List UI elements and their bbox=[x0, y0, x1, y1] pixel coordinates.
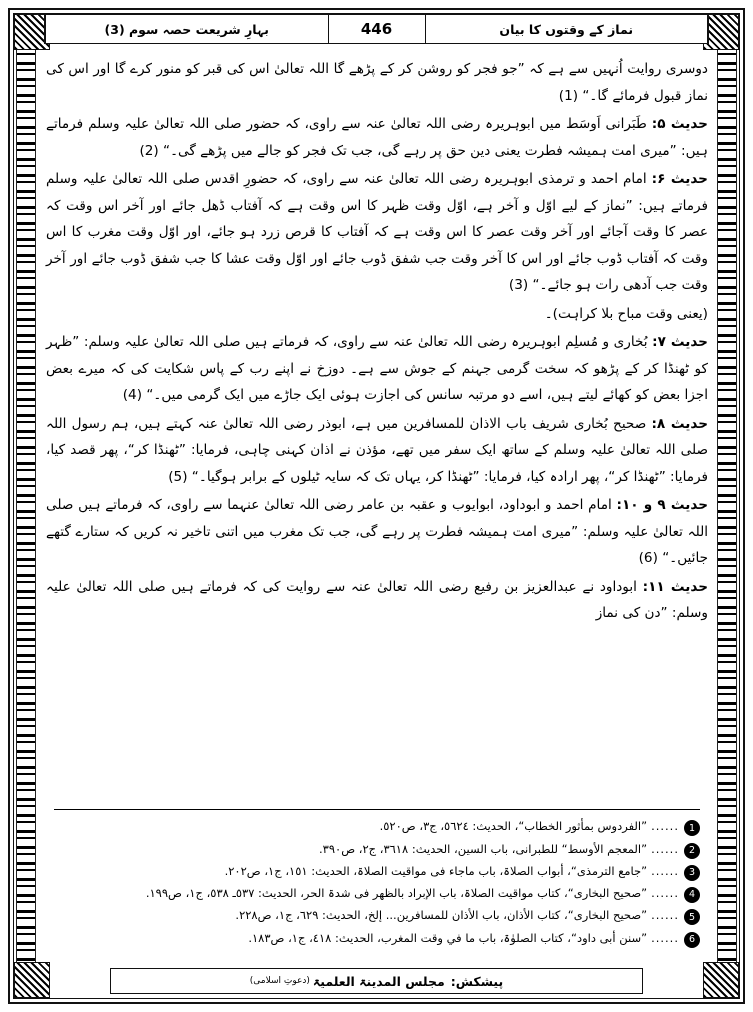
ornament-corner-bottom-left bbox=[14, 962, 50, 998]
hadith-6-label: حدیث ۶: bbox=[651, 171, 708, 187]
page-body bbox=[46, 56, 708, 756]
hadith-11-label: حدیث ۱۱: bbox=[642, 578, 708, 595]
footnote-text-6: ”سنن أبی داود“، کتاب الصلوٰۃ، باب ما في وقت المغرب، الحدیث: ٤١٨، ج١، ص١٨٣. bbox=[248, 930, 648, 945]
footnote-item bbox=[54, 928, 700, 949]
ornament-band-right bbox=[717, 46, 737, 966]
footnote-text-4: ”صحیح البخاری“، کتاب مواقیت الصلاۃ، باب الإبراد بالظهر فی شدۃ الحر، الحدیث: ٥٣٧ـ ٥٣٨، ج١، ص١٩٩. bbox=[145, 886, 648, 901]
footnote-item bbox=[54, 839, 700, 860]
footnote-text-5: ”صحیح البخاری“، کتاب الأذان، باب الأذان للمسافرین... إلخ، الحدیث: ٦٢٩، ج١، ص٢٢٨. bbox=[235, 908, 648, 923]
footnote-marker-3: 3 bbox=[684, 865, 700, 881]
footnote-item bbox=[54, 861, 700, 882]
footnote-leader: ...... bbox=[651, 930, 679, 945]
hadith-9-10-label: حدیث ۹ و ۱۰: bbox=[616, 497, 708, 513]
hadith-11 bbox=[46, 574, 708, 627]
footnote-text-1: ”الفردوس بمأثور الخطاب“، الحدیث: ٥٦٢٤، ج٣، ص٥٢٠. bbox=[379, 819, 648, 834]
page-number: 446 bbox=[360, 20, 393, 38]
footnote-item bbox=[54, 816, 700, 837]
ornament-corner-bottom-right bbox=[703, 962, 739, 998]
paragraph-intro: دوسری روایت اُنہیں سے ہے کہ ”جو فجر کو روشن کر کے پڑھے گا اللہ تعالیٰ اس کی قبر کو منور کرے گا اور اس کی نماز قبول فرمائے گا۔“ (1) bbox=[46, 61, 708, 104]
footer-publisher-sub: (دعوتِ اسلامی) bbox=[249, 976, 310, 986]
hadith-7-text: بُخاری و مُسلِم ابوہریرہ رضی اللہ تعالیٰ عنہ سے راوی، کہ فرماتے ہیں صلی اللہ تعالیٰ علیہ وسلم: ”ظہر کو ٹھنڈا کر کے پڑھو کہ سخت گرمی جہنم کے جوش سے ہے۔ دوزخ نے اپنے رب کے پاس شکایت کی کہ میرے بعض اجزا بعض کو کھائے لیتے ہیں، اسے دو مرتبہ سانس کی اجازت ہوئی ایک جاڑے میں ایک گرمی میں۔“ (4) bbox=[46, 334, 708, 403]
footnote-marker-2: 2 bbox=[684, 843, 700, 859]
footnote-leader: ...... bbox=[651, 841, 679, 856]
paragraph-note-makruh: (یعنی وقت مباح بلا کراہت)۔ bbox=[544, 305, 708, 322]
footnotes-block bbox=[54, 809, 700, 950]
hadith-6-text: امام احمد و ترمذی ابوہریرہ رضی اللہ تعالیٰ عنہ سے راوی، کہ حضورِ اقدس صلی اللہ تعالیٰ علیہ وسلم فرماتے ہیں: ”نماز کے لیے اوّل و آخر ہے، اوّل وقت ظہر کا اس وقت ہے کہ آفتاب ڈھل جائے اور آخر اس وقت کہ عصر کا وقت آجائے اور آخر وقت عصر کا اس وقت ہے کہ آفتاب کا قرص زرد ہو جائے، اور اوّل وقت مغرب کا اس وقت کہ آفتاب ڈوب جائے اور اس کا آخر وقت جب شفق ڈوب جائے اور اوّل وقت عشا کا جب شفق ڈوب جائے اور آخر وقت جب آدھی رات ہو جائے۔“ (3) bbox=[46, 171, 708, 293]
ornament-band-left bbox=[16, 46, 36, 966]
footnote-leader: ...... bbox=[651, 908, 679, 923]
hadith-8-text: صحیح بُخاری شریف باب الاذان للمسافرین میں ہے، ابوذر رضی اللہ تعالیٰ عنہ کہتے ہیں، ہم رسول اللہ صلی اللہ تعالیٰ علیہ وسلم کے ساتھ ایک سفر میں تھے، مؤذن نے اذان کہنی چاہی، فرمایا: ”ٹھنڈا کر“، پھر قصد کیا، فرمایا: ”ٹھنڈا کر“، پھر ارادہ کیا، فرمایا: ”ٹھنڈا کر، یہاں تک کہ سایہ ٹیلوں کے برابر ہوگیا۔“ (5) bbox=[46, 415, 708, 485]
footnote-marker-6: 6 bbox=[684, 932, 700, 948]
footnote-marker-1: 1 bbox=[684, 820, 700, 836]
footnote-item bbox=[54, 883, 700, 904]
footer-label: پیشکش: bbox=[450, 973, 504, 989]
header-book-title: بہارِ شریعت حصہ سوم (3) bbox=[45, 15, 329, 43]
hadith-9-10-text: امام احمد و ابوداود، ابوایوب و عقبہ بن عامر رضی اللہ تعالیٰ عنہما سے راوی، کہ فرماتے ہیں صلی اللہ تعالیٰ علیہ وسلم: ”میری امت ہمیشہ فطرت پر رہے گی، جب تک مغرب میں اتنی تاخیر نہ کریں کہ ستارے گتھے جائیں۔“ (6) bbox=[46, 497, 708, 566]
hadith-11-text: ابوداود نے عبدالعزیز بن رفیع رضی اللہ تعالیٰ عنہ سے روایت کی کہ فرماتے ہیں صلی اللہ تعالیٰ علیہ وسلم: ”دن کی نماز bbox=[46, 578, 708, 621]
footnote-marker-4: 4 bbox=[684, 887, 700, 903]
hadith-6 bbox=[46, 166, 708, 299]
footer-publisher: مجلس المدینۃ العلمیۃ bbox=[312, 973, 445, 989]
header-chapter-title: نماز کے وقتوں کا بیان bbox=[425, 15, 709, 43]
hadith-9-10 bbox=[46, 492, 708, 572]
hadith-7-label: حدیث ۷: bbox=[652, 334, 708, 350]
page-header bbox=[44, 14, 709, 44]
footnote-item bbox=[54, 905, 700, 926]
hadith-8-label: حدیث ۸: bbox=[651, 415, 708, 432]
hadith-5 bbox=[46, 111, 708, 164]
hadith-5-text: طَبَرانی اَوسَط میں ابوہریرہ رضی اللہ تعالیٰ عنہ سے راوی، کہ حضور صلی اللہ تعالیٰ علیہ وسلم فرماتے ہیں: ”میری امت ہمیشہ فطرت یعنی دین حق پر رہے گی، جب تک فجر کو جالے میں پڑھے گی۔“ (2) bbox=[46, 116, 708, 159]
hadith-7 bbox=[46, 329, 708, 409]
hadith-5-label: حدیث ۵: bbox=[651, 116, 708, 132]
page-footer bbox=[110, 968, 643, 994]
hadith-8 bbox=[46, 411, 708, 491]
footnote-marker-5: 5 bbox=[684, 909, 700, 925]
footnote-leader: ...... bbox=[651, 886, 679, 901]
footnote-text-2: ”المعجم الأوسط“ للطبرانی، باب السین، الحدیث: ٣٦١٨، ج٢، ص٣٩٠. bbox=[319, 841, 648, 856]
footnote-leader: ...... bbox=[651, 819, 679, 834]
footnote-leader: ...... bbox=[651, 863, 679, 878]
footnote-text-3: ”جامع الترمذی“، أبواب الصلاۃ، باب ماجاء فی مواقیت الصلاۃ، الحدیث: ١٥١، ج١، ص٢٠٢. bbox=[224, 863, 648, 878]
